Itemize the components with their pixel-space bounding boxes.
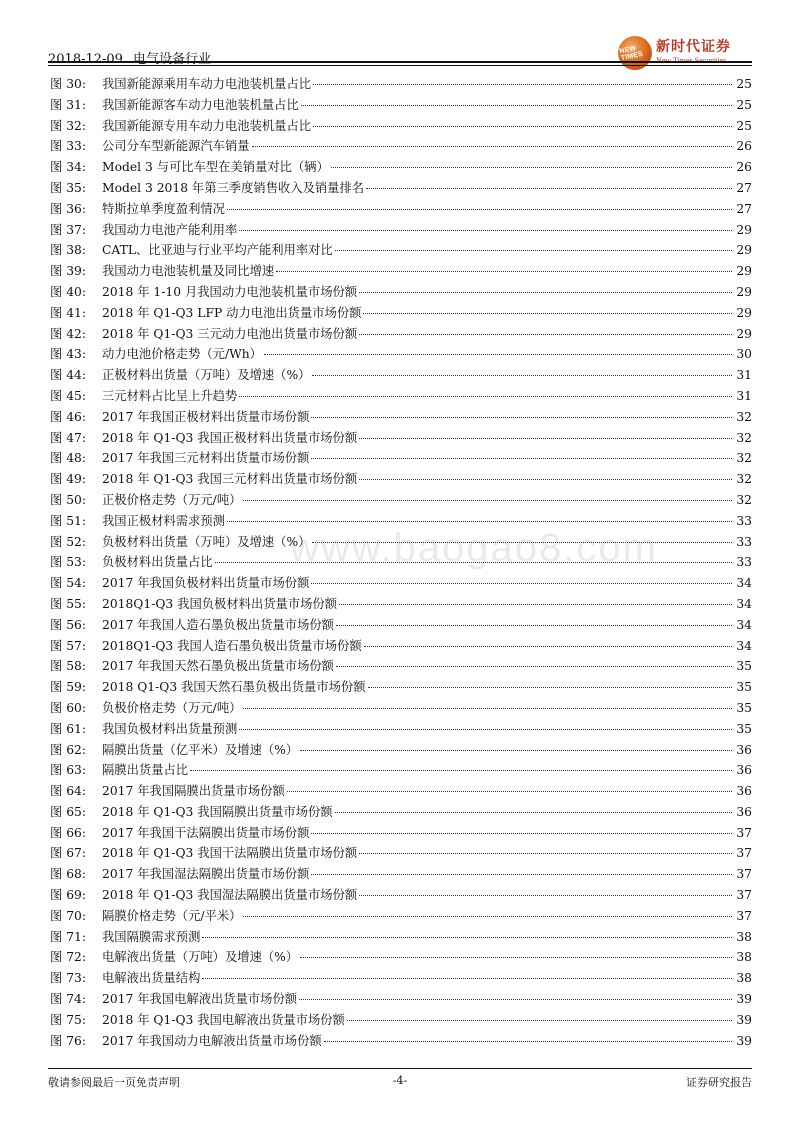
figure-page-number: 36 <box>736 784 752 799</box>
toc-entry[interactable] <box>50 1010 752 1031</box>
figure-number: 图 32: <box>50 118 86 133</box>
figure-number: 图 66: <box>50 825 86 840</box>
toc-entry[interactable] <box>50 594 752 615</box>
toc-entry[interactable] <box>50 199 752 220</box>
figure-number: 图 72: <box>50 950 86 965</box>
dot-leader <box>190 770 732 771</box>
toc-entry[interactable] <box>50 740 752 761</box>
dot-leader <box>239 230 732 231</box>
figure-page-number: 25 <box>736 97 752 112</box>
figure-page-number: 29 <box>736 243 752 258</box>
watermark: www.baogao8.com <box>290 526 658 570</box>
figure-page-number: 32 <box>736 430 752 445</box>
industry-name: 电气设备行业 <box>133 52 212 67</box>
dot-leader <box>243 500 732 501</box>
figure-page-number: 30 <box>736 347 752 362</box>
figure-number: 图 71: <box>50 929 86 944</box>
figure-number: 图 57: <box>50 638 86 653</box>
toc-entry[interactable] <box>50 615 752 636</box>
figure-title: 2018 年 Q1-Q3 我国三元材料出货量市场份额 <box>102 472 358 487</box>
figure-title: 正极材料出货量（万吨）及增速（%） <box>102 368 311 383</box>
figure-page-number: 25 <box>736 77 752 91</box>
dot-leader <box>324 1041 732 1042</box>
dot-leader <box>243 916 732 917</box>
figure-number: 图 59: <box>50 680 86 695</box>
figure-title: 电解液出货量（万吨）及增速（%） <box>102 950 299 965</box>
figure-page-number: 32 <box>736 472 752 487</box>
figure-page-number: 37 <box>736 888 752 903</box>
figure-page-number: 39 <box>736 992 752 1007</box>
figure-page-number: 26 <box>736 139 752 154</box>
toc-entry[interactable] <box>50 116 752 137</box>
dot-leader <box>311 458 732 459</box>
figure-number: 图 60: <box>50 700 86 715</box>
figure-page-number: 36 <box>736 804 752 819</box>
figure-title: 电解液出货量结构 <box>102 971 201 986</box>
figure-number: 图 62: <box>50 742 86 757</box>
figure-number: 图 44: <box>50 368 86 383</box>
dot-leader <box>311 583 732 584</box>
toc-entry[interactable] <box>50 74 752 95</box>
dot-leader <box>331 167 732 168</box>
figure-title: 我国动力电池装机量及同比增速 <box>102 264 275 279</box>
figure-page-number: 37 <box>736 908 752 923</box>
page-number: -4- <box>392 1074 408 1087</box>
figure-title: 2018 年 Q1-Q3 我国干法隔膜出货量市场份额 <box>102 846 358 861</box>
figure-page-number: 29 <box>736 222 752 237</box>
toc-entry[interactable] <box>50 677 752 698</box>
figure-title: 2018Q1-Q3 我国人造石墨负极出货量市场份额 <box>102 638 362 653</box>
figure-page-number: 31 <box>736 388 752 403</box>
report-date: 2018-12-09 <box>48 52 123 67</box>
dot-leader <box>359 853 732 854</box>
figure-number: 图 56: <box>50 617 86 632</box>
figure-title: 2017 年我国正极材料出货量市场份额 <box>102 409 310 424</box>
toc-entry[interactable] <box>50 428 752 449</box>
dot-leader <box>287 791 732 792</box>
figure-page-number: 37 <box>736 825 752 840</box>
figure-number: 图 30: <box>50 77 86 91</box>
figure-page-number: 33 <box>736 555 752 570</box>
dot-leader <box>359 334 732 335</box>
toc-entry[interactable] <box>50 656 752 677</box>
dot-leader <box>359 292 732 293</box>
page-footer <box>48 1074 752 1090</box>
figure-title: 2017 年我国人造石墨负极出货量市场份额 <box>102 617 334 632</box>
figure-page-number: 31 <box>736 368 752 383</box>
figure-number: 图 45: <box>50 388 86 403</box>
dot-leader <box>339 604 732 605</box>
header-divider-thin <box>48 65 752 66</box>
dot-leader <box>264 354 732 355</box>
figure-number: 图 34: <box>50 160 86 175</box>
figure-title: 2018 年 Q1-Q3 LFP 动力电池出货量市场份额 <box>102 305 362 320</box>
figure-page-number: 36 <box>736 763 752 778</box>
toc-entry[interactable] <box>50 719 752 740</box>
figure-title: 2018 年 Q1-Q3 我国电解液出货量市场份额 <box>102 1012 345 1027</box>
toc-entry[interactable] <box>50 843 752 864</box>
figure-title: 特斯拉单季度盈利情况 <box>102 201 225 216</box>
toc-entry[interactable] <box>50 95 752 116</box>
figure-number: 图 69: <box>50 888 86 903</box>
figure-title: 动力电池价格走势（元/Wh） <box>102 347 262 362</box>
figure-title: 2017 年我国负极材料出货量市场份额 <box>102 576 310 591</box>
dot-leader <box>202 937 732 938</box>
figure-title: 2017 年我国湿法隔膜出货量市场份额 <box>102 867 310 882</box>
figure-title: 2018 Q1-Q3 我国天然石墨负极出货量市场份额 <box>102 680 366 695</box>
toc-entry[interactable] <box>50 906 752 927</box>
figure-number: 图 63: <box>50 763 86 778</box>
figure-number: 图 54: <box>50 576 86 591</box>
toc-entry[interactable] <box>50 636 752 657</box>
figure-title: Model 3 2018 年第三季度销售收入及销量排名 <box>102 180 365 195</box>
toc-entry[interactable] <box>50 781 752 802</box>
figure-title: 2017 年我国三元材料出货量市场份额 <box>102 451 310 466</box>
figure-number: 图 55: <box>50 596 86 611</box>
figure-page-number: 37 <box>736 846 752 861</box>
toc-entry[interactable] <box>50 802 752 823</box>
brand-name-cn: 新时代证券 <box>656 39 731 55</box>
dot-leader <box>215 562 732 563</box>
figure-number: 图 41: <box>50 305 86 320</box>
toc-entry[interactable] <box>50 968 752 989</box>
figure-page-number: 27 <box>736 180 752 195</box>
dot-leader <box>366 188 732 189</box>
figure-number: 图 47: <box>50 430 86 445</box>
figure-title: 正极价格走势（万元/吨） <box>102 492 242 507</box>
toc-entry[interactable] <box>50 344 752 365</box>
figure-title: Model 3 与可比车型在美销量对比（辆） <box>102 160 329 175</box>
toc-entry[interactable] <box>50 365 752 386</box>
figure-number: 图 73: <box>50 971 86 986</box>
toc-entry[interactable] <box>50 823 752 844</box>
dot-leader <box>359 438 732 439</box>
dot-leader <box>368 687 732 688</box>
figure-number: 图 52: <box>50 534 86 549</box>
header-divider <box>48 61 752 63</box>
figure-page-number: 33 <box>736 534 752 549</box>
figure-number: 图 65: <box>50 804 86 819</box>
toc-entry[interactable] <box>50 760 752 781</box>
figure-number: 图 67: <box>50 846 86 861</box>
figure-title: 2017 年我国动力电解液出货量市场份额 <box>102 1033 322 1048</box>
figure-number: 图 43: <box>50 347 86 362</box>
figure-number: 图 40: <box>50 284 86 299</box>
footer-divider <box>48 1068 752 1069</box>
figure-number: 图 33: <box>50 139 86 154</box>
toc-entry[interactable] <box>50 240 752 261</box>
figure-title: 我国隔膜需求预测 <box>102 929 201 944</box>
figure-title: CATL、比亚迪与行业平均产能利用率对比 <box>102 243 333 258</box>
dot-leader <box>311 417 732 418</box>
dot-leader <box>363 313 732 314</box>
figure-number: 图 46: <box>50 409 86 424</box>
figure-number: 图 58: <box>50 659 86 674</box>
dot-leader <box>312 542 732 543</box>
toc-entry[interactable] <box>50 282 752 303</box>
figure-title: 2018 年 Q1-Q3 我国隔膜出货量市场份额 <box>102 804 333 819</box>
figure-number: 图 37: <box>50 222 86 237</box>
figure-page-number: 35 <box>736 700 752 715</box>
toc-entry[interactable] <box>50 448 752 469</box>
figure-page-number: 34 <box>736 617 752 632</box>
figure-page-number: 32 <box>736 409 752 424</box>
dot-leader <box>252 146 732 147</box>
dot-leader <box>301 105 732 106</box>
figure-page-number: 35 <box>736 659 752 674</box>
figure-number: 图 35: <box>50 180 86 195</box>
dot-leader <box>336 625 732 626</box>
figure-page-number: 39 <box>736 1033 752 1048</box>
figure-page-number: 29 <box>736 284 752 299</box>
figure-page-number: 32 <box>736 451 752 466</box>
dot-leader <box>311 874 732 875</box>
figure-page-number: 35 <box>736 680 752 695</box>
figure-page-number: 38 <box>736 929 752 944</box>
brand-logo <box>612 32 752 72</box>
figure-page-number: 34 <box>736 576 752 591</box>
dot-leader <box>239 729 732 730</box>
figure-page-number: 39 <box>736 1012 752 1027</box>
figure-title: 2018Q1-Q3 我国负极材料出货量市场份额 <box>102 596 338 611</box>
toc-entry[interactable] <box>50 927 752 948</box>
dot-leader <box>239 396 732 397</box>
figure-number: 图 53: <box>50 555 86 570</box>
dot-leader <box>276 271 732 272</box>
figure-number: 图 38: <box>50 243 86 258</box>
figure-title: 负极材料出货量（万吨）及增速（%） <box>102 534 311 549</box>
dot-leader <box>313 84 732 85</box>
figure-page-number: 34 <box>736 638 752 653</box>
figure-page-number: 38 <box>736 971 752 986</box>
figure-title: 2018 年 Q1-Q3 我国正极材料出货量市场份额 <box>102 430 358 445</box>
dot-leader <box>311 833 732 834</box>
figure-number: 图 68: <box>50 867 86 882</box>
toc-entry[interactable] <box>50 511 752 532</box>
dot-leader <box>336 666 732 667</box>
figure-number: 图 74: <box>50 992 86 1007</box>
figure-title: 2018 年 Q1-Q3 三元动力电池出货量市场份额 <box>102 326 358 341</box>
dot-leader <box>300 750 732 751</box>
figure-number: 图 75: <box>50 1012 86 1027</box>
figure-title: 2017 年我国干法隔膜出货量市场份额 <box>102 825 310 840</box>
figure-page-number: 34 <box>736 596 752 611</box>
figure-page-number: 35 <box>736 721 752 736</box>
figure-page-number: 27 <box>736 201 752 216</box>
toc-entry[interactable] <box>50 989 752 1010</box>
figure-number: 图 70: <box>50 908 86 923</box>
dot-leader <box>335 250 732 251</box>
toc-entry[interactable] <box>50 864 752 885</box>
figure-title: 隔膜价格走势（元/平米） <box>102 908 242 923</box>
dot-leader <box>359 479 732 480</box>
dot-leader <box>243 708 732 709</box>
figure-title: 2018 年 Q1-Q3 我国湿法隔膜出货量市场份额 <box>102 888 358 903</box>
dot-leader <box>299 999 732 1000</box>
toc-entry[interactable] <box>50 220 752 241</box>
toc-entry[interactable] <box>50 178 752 199</box>
dot-leader <box>227 209 732 210</box>
figure-number: 图 39: <box>50 264 86 279</box>
dot-leader <box>364 646 732 647</box>
figure-title: 我国正极材料需求预测 <box>102 513 225 528</box>
disclaimer-note: 敬请参阅最后一页免责声明 <box>48 1076 180 1089</box>
toc-entry[interactable] <box>50 532 752 553</box>
figure-number: 图 36: <box>50 201 86 216</box>
toc-entry[interactable] <box>50 407 752 428</box>
figure-page-number: 26 <box>736 160 752 175</box>
dot-leader <box>227 521 732 522</box>
toc-entry[interactable] <box>50 261 752 282</box>
figure-number: 图 48: <box>50 451 86 466</box>
report-type: 证券研究报告 <box>686 1076 752 1089</box>
figure-page-number: 25 <box>736 118 752 133</box>
figure-page-number: 29 <box>736 264 752 279</box>
figure-title: 2017 年我国电解液出货量市场份额 <box>102 992 298 1007</box>
figure-page-number: 32 <box>736 492 752 507</box>
brand-name-en: New Times Securities <box>656 56 727 65</box>
toc-entry[interactable] <box>50 386 752 407</box>
figure-title: 负极价格走势（万元/吨） <box>102 700 242 715</box>
dot-leader <box>313 126 732 127</box>
figure-page-number: 38 <box>736 950 752 965</box>
toc-entry[interactable] <box>50 490 752 511</box>
toc-entry[interactable] <box>50 157 752 178</box>
toc-entry[interactable] <box>50 136 752 157</box>
figure-number: 图 50: <box>50 492 86 507</box>
figure-page-number: 29 <box>736 305 752 320</box>
figure-title: 隔膜出货量（亿平米）及增速（%） <box>102 742 299 757</box>
figure-title: 公司分车型新能源汽车销量 <box>102 139 250 154</box>
dot-leader <box>359 895 732 896</box>
figure-page-number: 29 <box>736 326 752 341</box>
toc-entry[interactable] <box>50 698 752 719</box>
toc-entry[interactable] <box>50 324 752 345</box>
figure-title: 我国负极材料出货量预测 <box>102 721 238 736</box>
dot-leader <box>347 1020 732 1021</box>
figure-title: 2017 年我国天然石墨负极出货量市场份额 <box>102 659 334 674</box>
figure-number: 图 61: <box>50 721 86 736</box>
dot-leader <box>300 957 732 958</box>
figure-number: 图 51: <box>50 513 86 528</box>
figure-number: 图 64: <box>50 784 86 799</box>
figure-title: 我国新能源专用车动力电池装机量占比 <box>102 118 312 133</box>
figure-number: 图 49: <box>50 472 86 487</box>
dot-leader <box>202 978 732 979</box>
dot-leader <box>312 375 732 376</box>
figure-title: 我国动力电池产能利用率 <box>102 222 238 237</box>
figure-title: 三元材料占比呈上升趋势 <box>102 388 238 403</box>
toc-entry[interactable] <box>50 947 752 968</box>
figure-page-number: 33 <box>736 513 752 528</box>
toc-entry[interactable] <box>50 1031 752 1052</box>
figure-title: 2017 年我国隔膜出货量市场份额 <box>102 784 285 799</box>
figure-title: 隔膜出货量占比 <box>102 763 189 778</box>
new-times-emblem-icon: NEW TIMES <box>618 36 652 70</box>
figure-page-number: 36 <box>736 742 752 757</box>
figure-page-number: 37 <box>736 867 752 882</box>
figure-index-list <box>50 74 752 1051</box>
figure-title: 我国新能源乘用车动力电池装机量占比 <box>102 77 312 91</box>
figure-title: 我国新能源客车动力电池装机量占比 <box>102 97 299 112</box>
figure-title: 负极材料出货量占比 <box>102 555 213 570</box>
toc-entry[interactable] <box>50 573 752 594</box>
dot-leader <box>335 812 732 813</box>
toc-entry[interactable] <box>50 552 752 573</box>
figure-title: 2018 年 1-10 月我国动力电池装机量市场份额 <box>102 284 358 299</box>
toc-entry[interactable] <box>50 303 752 324</box>
toc-entry[interactable] <box>50 469 752 490</box>
figure-number: 图 76: <box>50 1033 86 1048</box>
figure-number: 图 42: <box>50 326 86 341</box>
figure-number: 图 31: <box>50 97 86 112</box>
toc-entry[interactable] <box>50 885 752 906</box>
